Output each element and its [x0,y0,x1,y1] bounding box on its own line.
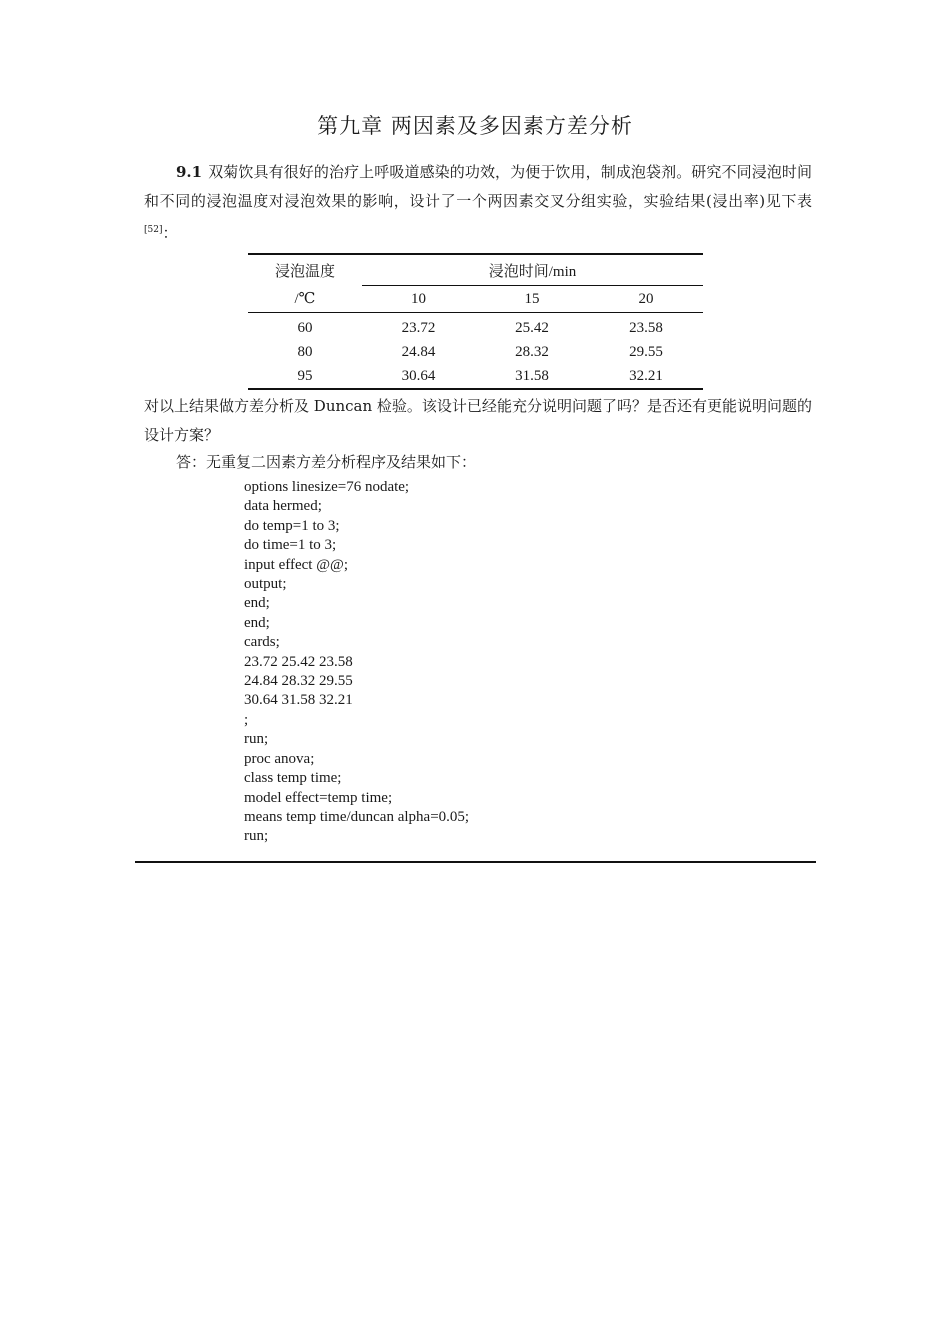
code-line: input effect @@; [244,556,348,573]
table-row [248,313,703,341]
code-line: class temp time; [244,770,342,787]
code-line: proc anova; [244,750,315,767]
code-line: run; [244,731,269,748]
code-block [244,478,469,847]
col-header: 10 [362,286,475,313]
table-cell: 29.55 [629,343,663,360]
code-line: 23.72 25.42 23.58 [244,653,353,670]
code-line: do time=1 to 3; [244,537,337,554]
table-cell: 24.84 [401,343,436,360]
table-cell-temp: 95 [248,364,362,389]
table-cell: 25.42 [515,319,549,336]
code-line: means temp time/duncan alpha=0.05; [244,808,470,825]
row-header-line2: /℃ [248,286,362,313]
code-line: 30.64 31.58 32.21 [244,692,353,709]
table-cell: 32.21 [589,364,703,389]
code-line: end; [244,614,270,631]
answer-intro: 答：无重复二因素方差分析程序及结果如下： [176,453,477,471]
page-title: 第九章 两因素及多因素方差分析 [317,114,633,138]
row-header-line1: 浸泡温度 [248,254,362,286]
code-line: model effect=temp time; [244,789,393,806]
table-cell-temp: 60 [297,319,313,336]
code-line: data hermed; [244,498,322,515]
code-line: run; [244,828,269,845]
table-cell: 31.58 [475,364,589,389]
code-line: ; [244,711,249,728]
col-header: 15 [475,286,589,313]
code-line: end; [244,595,270,612]
col-header: 20 [589,286,703,313]
code-line: output; [244,576,287,593]
code-line: 24.84 28.32 29.55 [244,673,353,690]
question-number: 9.1 [176,163,203,181]
table-cell: 28.32 [515,343,549,360]
col-group-header: 浸泡时间/min [362,254,703,286]
code-line: do temp=1 to 3; [244,517,340,534]
table-cell: 30.64 [362,364,475,389]
question-paragraph [144,158,812,248]
question-text: 双菊饮具有很好的治疗上呼吸道感染的功效，为便于饮用，制成泡袋剂。研究不同浸泡时间和不同的浸泡温度对浸泡效果的影响，设计了一个两因素交叉分组实验，实验结果(浸出率)见下表 [144,163,812,210]
after-table-paragraph: 对以上结果做方差分析及 Duncan 检验。该设计已经能充分说明问题了吗？是否还有更能说明问题的设计方案？ [144,397,812,444]
bottom-rule [135,861,816,863]
data-table [248,253,703,390]
citation: [52] [144,225,163,235]
table-cell-temp: 80 [297,343,313,360]
table-row [248,364,703,389]
table-row [248,340,703,364]
code-line: cards; [244,634,280,651]
table-cell: 23.58 [629,319,663,336]
table-cell: 23.72 [401,319,436,336]
question-text-end: ： [162,224,178,242]
code-line: options linesize=76 nodate; [244,479,410,495]
